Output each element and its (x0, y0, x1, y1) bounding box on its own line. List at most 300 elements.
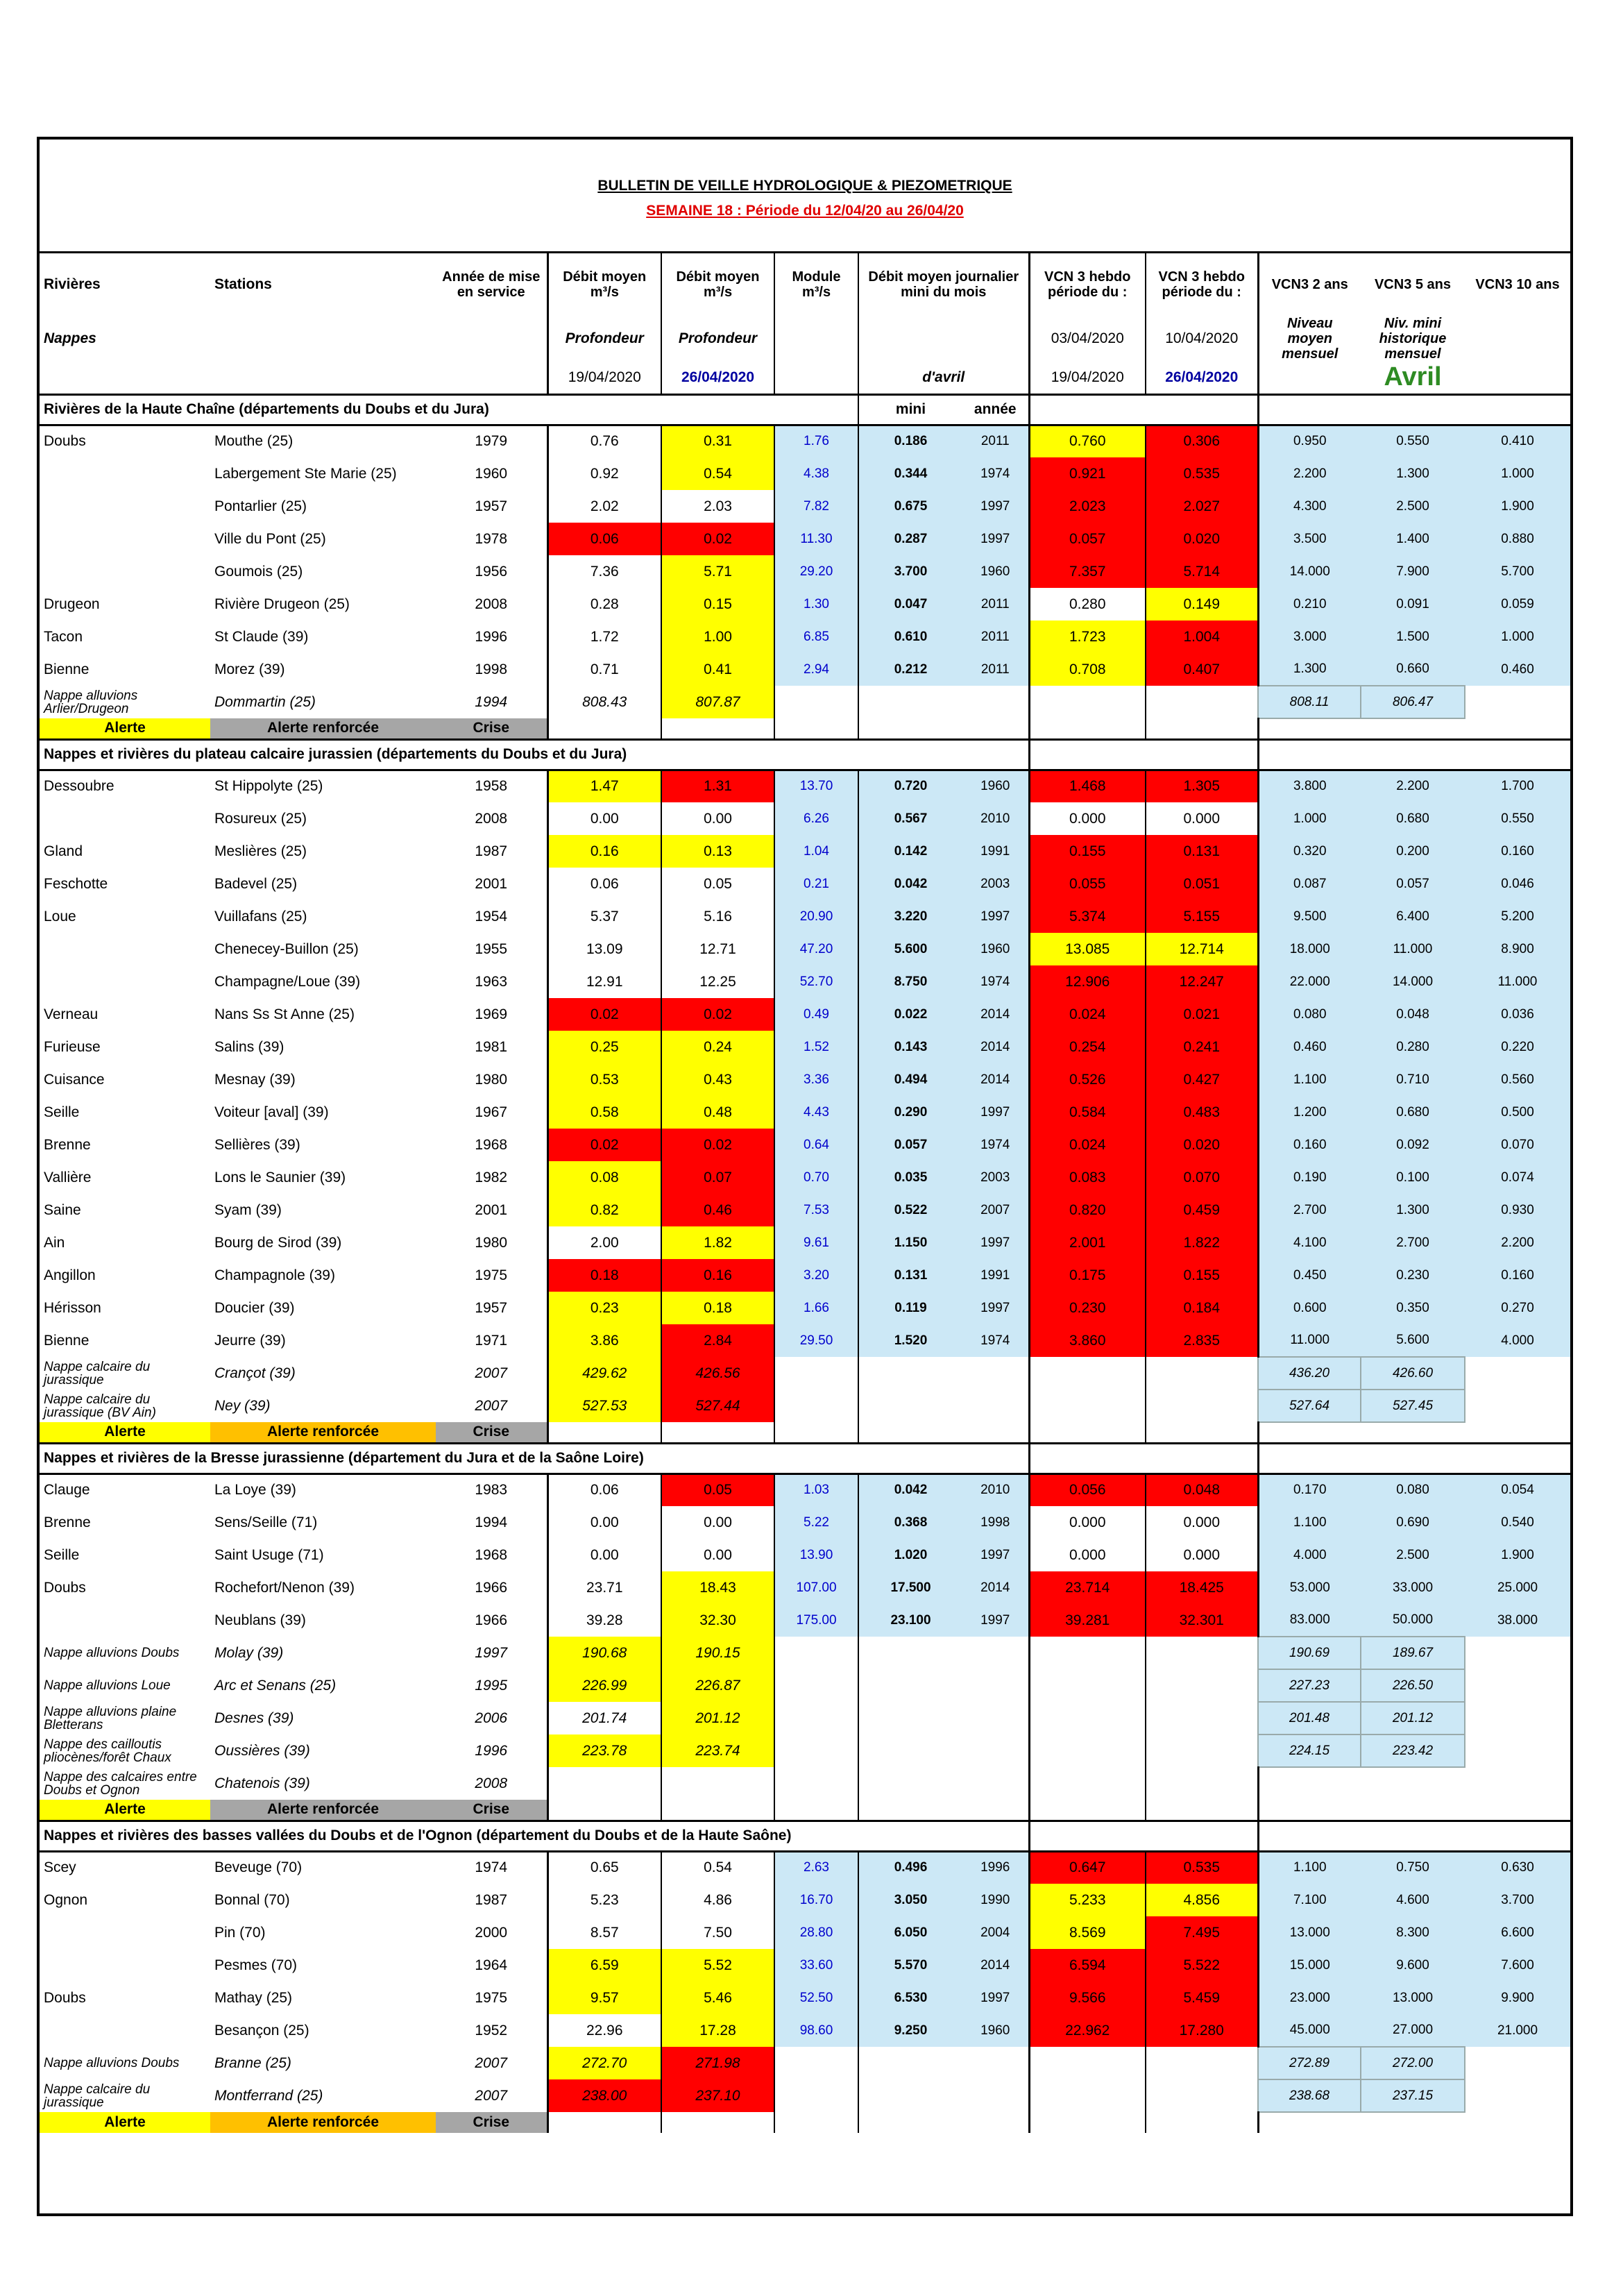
annee-service: 1987 (475, 843, 508, 859)
vcn3-hebdo-1: 0.000 (1029, 1539, 1146, 1571)
empty-cell (858, 718, 1029, 739)
vcn3-10ans: 3.700 (1465, 1884, 1570, 1916)
debit-moyen-1: 0.58 (547, 1096, 661, 1129)
riviere-name (40, 2014, 210, 2047)
section-header (40, 1821, 1570, 1851)
empty-cell (858, 1422, 1029, 1443)
empty-cell (547, 718, 661, 739)
nappe-profondeur-2: 201.12 (661, 1702, 774, 1734)
debit-mini: 9.250 (858, 2014, 962, 2047)
empty-cell (1029, 1821, 1258, 1851)
vcn3-5ans: 2.500 (1361, 490, 1465, 523)
vcn3-5ans: 14.000 (1361, 965, 1465, 998)
debit-moyen-2: 0.43 (661, 1063, 774, 1096)
table-row (40, 1474, 1570, 1506)
nappe-profondeur-1: 272.70 (547, 2047, 661, 2079)
module-value: 52.70 (774, 965, 858, 998)
vcn3-hebdo-2: 0.535 (1146, 457, 1258, 490)
riviere-name (40, 965, 210, 998)
niveau-moyen: 272.89 (1258, 2047, 1361, 2079)
empty-cell (774, 1357, 858, 1390)
debit-mini: 0.287 (858, 523, 962, 555)
empty-cell (858, 1357, 1029, 1390)
debit-mini-annee: 1974 (962, 965, 1029, 998)
section-header (40, 1443, 1570, 1474)
riviere-name: Feschotte (44, 875, 108, 892)
vcn3-hebdo-2: 32.301 (1146, 1604, 1258, 1637)
debit-moyen-1: 5.23 (547, 1884, 661, 1916)
vcn3-5ans: 0.660 (1361, 653, 1465, 686)
vcn3-hebdo-1: 9.566 (1029, 1982, 1146, 2014)
nappe-annee: 2007 (475, 1397, 508, 1414)
vcn3-10ans: 4.000 (1465, 1324, 1570, 1357)
empty-cell (1146, 1669, 1258, 1702)
module-value: 52.50 (774, 1982, 858, 2014)
header-debit-journalier: Débit moyen journalier mini du mois (858, 252, 1029, 316)
vcn3-hebdo-2: 0.407 (1146, 653, 1258, 686)
vcn3-hebdo-2: 5.155 (1146, 900, 1258, 933)
riviere-name: Doubs (44, 1579, 86, 1596)
empty-cell (1029, 1734, 1146, 1767)
station-name: Pesmes (70) (214, 1957, 298, 1973)
debit-mini: 6.530 (858, 1982, 962, 2014)
nappe-station: Branne (25) (214, 2054, 291, 2071)
nappe-station: Ney (39) (214, 1397, 271, 1414)
debit-mini-annee: 2011 (962, 653, 1029, 686)
vcn3-2ans: 4.000 (1258, 1539, 1361, 1571)
empty-cell (1029, 1800, 1146, 1821)
riviere-name: Scey (44, 1859, 76, 1876)
debit-mini: 0.344 (858, 457, 962, 490)
vcn3-2ans: 1.200 (1258, 1096, 1361, 1129)
empty-cell (1258, 362, 1361, 394)
nappe-row (40, 1390, 1570, 1422)
station-name: Morez (39) (214, 661, 285, 677)
debit-mini: 0.610 (858, 621, 962, 653)
niveau-mini-historique: 223.42 (1361, 1734, 1465, 1767)
table-row (40, 1851, 1570, 1884)
annee-service: 2001 (475, 875, 508, 892)
module-value: 0.49 (774, 998, 858, 1031)
station-name: Salins (39) (214, 1038, 284, 1055)
module-value: 28.80 (774, 1916, 858, 1949)
vcn3-10ans: 0.059 (1465, 588, 1570, 621)
riviere-name: Drugeon (44, 596, 100, 612)
legend-alerte-renforcee: Alerte renforcée (210, 1800, 436, 1821)
station-name: Rosureux (25) (214, 810, 307, 827)
debit-mini: 23.100 (858, 1604, 962, 1637)
nappe-profondeur-1: 527.53 (547, 1390, 661, 1422)
nappe-station: Crançot (39) (214, 1365, 296, 1381)
header-date-3: 19/04/2020 (1029, 362, 1146, 394)
module-value: 11.30 (774, 523, 858, 555)
debit-mini: 3.220 (858, 900, 962, 933)
debit-mini-annee: 2014 (962, 1571, 1029, 1604)
empty-cell (40, 362, 210, 394)
niveau-mini-historique: 226.50 (1361, 1669, 1465, 1702)
nappe-name: Nappe alluvions plaine Bletterans (44, 1704, 177, 1732)
station-name: Mathay (25) (214, 1989, 293, 2006)
table-row (40, 457, 1570, 490)
bulletin-sheet (37, 137, 1573, 2216)
empty-cell (774, 718, 858, 739)
table-row (40, 965, 1570, 998)
module-value: 0.21 (774, 868, 858, 900)
debit-mini: 0.675 (858, 490, 962, 523)
empty-cell (1465, 316, 1570, 362)
empty-cell (774, 2079, 858, 2112)
annee-service: 1975 (475, 1989, 508, 2006)
debit-mini: 8.750 (858, 965, 962, 998)
table-row (40, 1604, 1570, 1637)
vcn3-hebdo-1: 8.569 (1029, 1916, 1146, 1949)
empty-cell (1146, 1637, 1258, 1669)
niveau-moyen (1258, 1767, 1361, 1800)
debit-mini: 3.050 (858, 1884, 962, 1916)
table-row (40, 1571, 1570, 1604)
debit-mini: 0.720 (858, 770, 962, 802)
vcn3-hebdo-1: 0.083 (1029, 1161, 1146, 1194)
empty-cell (1029, 2079, 1146, 2112)
vcn3-10ans: 0.630 (1465, 1851, 1570, 1884)
vcn3-hebdo-1: 0.647 (1029, 1851, 1146, 1884)
empty-cell (547, 2112, 661, 2133)
niveau-moyen: 201.48 (1258, 1702, 1361, 1734)
debit-moyen-2: 17.28 (661, 2014, 774, 2047)
riviere-name: Saine (44, 1201, 81, 1218)
vcn3-10ans: 1.900 (1465, 490, 1570, 523)
header-niv-mini: Niv. mini historique mensuel (1379, 316, 1447, 362)
vcn3-hebdo-2: 18.425 (1146, 1571, 1258, 1604)
nappe-row (40, 1669, 1570, 1702)
vcn3-hebdo-1: 0.000 (1029, 1506, 1146, 1539)
annee-service: 1964 (475, 1957, 508, 1973)
debit-mini: 0.290 (858, 1096, 962, 1129)
empty-cell (1146, 1702, 1258, 1734)
niveau-moyen: 190.69 (1258, 1637, 1361, 1669)
debit-moyen-2: 0.15 (661, 588, 774, 621)
vcn3-10ans: 5.200 (1465, 900, 1570, 933)
empty-cell (858, 686, 1029, 718)
table-row (40, 1063, 1570, 1096)
debit-moyen-1: 0.00 (547, 1506, 661, 1539)
debit-moyen-1: 2.02 (547, 490, 661, 523)
vcn3-5ans: 0.680 (1361, 1096, 1465, 1129)
header-rivieres: Rivières (44, 276, 101, 292)
vcn3-5ans: 0.680 (1361, 802, 1465, 835)
module-value: 1.52 (774, 1031, 858, 1063)
nappe-profondeur-1: 808.43 (547, 686, 661, 718)
annee-service: 1979 (475, 433, 508, 450)
annee-service: 1998 (475, 661, 508, 677)
vcn3-hebdo-1: 22.962 (1029, 2014, 1146, 2047)
table-row (40, 653, 1570, 686)
vcn3-hebdo-1: 1.723 (1029, 621, 1146, 653)
vcn3-hebdo-1: 0.280 (1029, 588, 1146, 621)
vcn3-2ans: 3.800 (1258, 770, 1361, 802)
nappe-profondeur-2 (661, 1767, 774, 1800)
annee-service: 1982 (475, 1169, 508, 1185)
bulletin-table (40, 140, 1570, 2133)
empty-cell (774, 1390, 858, 1422)
empty-cell (774, 362, 858, 394)
vcn3-5ans: 33.000 (1361, 1571, 1465, 1604)
vcn3-hebdo-2: 0.535 (1146, 1851, 1258, 1884)
vcn3-hebdo-1: 0.760 (1029, 425, 1146, 457)
empty-cell (858, 1390, 1029, 1422)
vcn3-2ans: 83.000 (1258, 1604, 1361, 1637)
debit-moyen-2: 5.46 (661, 1982, 774, 2014)
annee-service: 1971 (475, 1332, 508, 1349)
header-davril: d'avril (858, 362, 1029, 394)
empty-cell (1465, 1357, 1570, 1390)
riviere-name: Seille (44, 1546, 80, 1563)
nappe-profondeur-2: 807.87 (661, 686, 774, 718)
nappe-profondeur-2: 426.56 (661, 1357, 774, 1390)
vcn3-5ans: 27.000 (1361, 2014, 1465, 2047)
vcn3-hebdo-2: 0.000 (1146, 1506, 1258, 1539)
nappe-station: Montferrand (25) (214, 2087, 323, 2104)
riviere-name: Bienne (44, 661, 90, 677)
vcn3-5ans: 8.300 (1361, 1916, 1465, 1949)
riviere-name (40, 1916, 210, 1949)
table-row (40, 1539, 1570, 1571)
nappe-name: Nappe des calcaires entre Doubs et Ognon (44, 1769, 197, 1798)
debit-mini-annee: 2014 (962, 1031, 1029, 1063)
debit-moyen-1: 0.76 (547, 425, 661, 457)
vcn3-10ans: 0.046 (1465, 868, 1570, 900)
header-periode-2: 10/04/2020 (1146, 316, 1258, 362)
empty-cell (858, 1637, 1029, 1669)
station-name: Mouthe (25) (214, 433, 294, 450)
empty-cell (1146, 1357, 1258, 1390)
empty-cell (1258, 394, 1570, 425)
nappe-profondeur-1: 238.00 (547, 2079, 661, 2112)
nappe-profondeur-1: 429.62 (547, 1357, 661, 1390)
empty-cell (1258, 718, 1570, 739)
module-value: 13.90 (774, 1539, 858, 1571)
riviere-name: Clauge (44, 1482, 90, 1499)
vcn3-10ans: 0.460 (1465, 653, 1570, 686)
vcn3-2ans: 2.700 (1258, 1194, 1361, 1226)
vcn3-2ans: 0.460 (1258, 1031, 1361, 1063)
debit-mini: 6.050 (858, 1916, 962, 1949)
debit-moyen-2: 2.84 (661, 1324, 774, 1357)
table-row (40, 933, 1570, 965)
empty-cell (1465, 1734, 1570, 1767)
vcn3-hebdo-1: 0.820 (1029, 1194, 1146, 1226)
debit-moyen-1: 0.00 (547, 1539, 661, 1571)
nappe-profondeur-2: 271.98 (661, 2047, 774, 2079)
table-row (40, 1096, 1570, 1129)
debit-mini-annee: 2011 (962, 425, 1029, 457)
vcn3-hebdo-1: 13.085 (1029, 933, 1146, 965)
debit-mini-annee: 2003 (962, 868, 1029, 900)
debit-mini-annee: 1997 (962, 523, 1029, 555)
niveau-moyen: 808.11 (1258, 686, 1361, 718)
vcn3-2ans: 0.950 (1258, 425, 1361, 457)
vcn3-10ans: 25.000 (1465, 1571, 1570, 1604)
debit-moyen-2: 0.00 (661, 802, 774, 835)
niveau-mini-historique: 201.12 (1361, 1702, 1465, 1734)
debit-moyen-2: 0.16 (661, 1259, 774, 1292)
vcn3-5ans: 0.230 (1361, 1259, 1465, 1292)
station-name: Bonnal (70) (214, 1891, 290, 1908)
debit-mini-annee: 1997 (962, 900, 1029, 933)
vcn3-5ans: 1.300 (1361, 457, 1465, 490)
riviere-name: Cuisance (44, 1071, 105, 1088)
vcn3-2ans: 53.000 (1258, 1571, 1361, 1604)
vcn3-hebdo-2: 0.149 (1146, 588, 1258, 621)
debit-mini-annee: 1960 (962, 555, 1029, 588)
vcn3-hebdo-2: 1.004 (1146, 621, 1258, 653)
vcn3-2ans: 0.087 (1258, 868, 1361, 900)
empty-cell (858, 2079, 1029, 2112)
riviere-name: Furieuse (44, 1038, 101, 1055)
riviere-name: Ognon (44, 1891, 88, 1908)
module-value: 7.82 (774, 490, 858, 523)
niveau-moyen: 227.23 (1258, 1669, 1361, 1702)
riviere-name: Gland (44, 843, 83, 859)
table-row (40, 998, 1570, 1031)
vcn3-hebdo-2: 0.000 (1146, 802, 1258, 835)
vcn3-5ans: 0.057 (1361, 868, 1465, 900)
empty-cell (858, 1800, 1029, 1821)
annee-service: 1957 (475, 1299, 508, 1316)
vcn3-hebdo-1: 0.024 (1029, 1129, 1146, 1161)
debit-moyen-1: 7.36 (547, 555, 661, 588)
debit-moyen-2: 5.71 (661, 555, 774, 588)
riviere-name: Angillon (44, 1267, 96, 1283)
annee-service: 1994 (475, 1514, 508, 1530)
vcn3-5ans: 6.400 (1361, 900, 1465, 933)
annee-service: 1963 (475, 973, 508, 990)
station-name: Ville du Pont (25) (214, 530, 326, 547)
debit-moyen-2: 0.48 (661, 1096, 774, 1129)
header-vcn3-2ans: VCN3 2 ans (1258, 252, 1361, 316)
debit-moyen-1: 9.57 (547, 1982, 661, 2014)
empty-cell (1258, 1821, 1570, 1851)
niveau-mini-historique (1361, 1767, 1465, 1800)
nappe-row (40, 1637, 1570, 1669)
legend-row (40, 1800, 1570, 1821)
riviere-name: Brenne (44, 1514, 91, 1530)
vcn3-hebdo-2: 0.051 (1146, 868, 1258, 900)
debit-mini-annee: 1991 (962, 1259, 1029, 1292)
module-value: 4.38 (774, 457, 858, 490)
debit-moyen-1: 39.28 (547, 1604, 661, 1637)
debit-mini: 0.494 (858, 1063, 962, 1096)
empty-cell (1465, 1637, 1570, 1669)
debit-mini-annee: 1960 (962, 933, 1029, 965)
station-name: Meslières (25) (214, 843, 307, 859)
nappe-profondeur-2: 226.87 (661, 1669, 774, 1702)
debit-moyen-2: 0.02 (661, 523, 774, 555)
annee-service: 2008 (475, 596, 508, 612)
nappe-name: Nappe des cailloutis pliocènes/forêt Chaux (44, 1737, 171, 1765)
debit-mini: 0.567 (858, 802, 962, 835)
debit-moyen-2: 0.13 (661, 835, 774, 868)
empty-cell (1465, 686, 1570, 718)
riviere-name: Doubs (44, 1989, 86, 2006)
vcn3-10ans: 11.000 (1465, 965, 1570, 998)
table-row (40, 1324, 1570, 1357)
station-name: Vuillafans (25) (214, 908, 307, 925)
table-row (40, 588, 1570, 621)
empty-cell (774, 1669, 858, 1702)
table-row (40, 621, 1570, 653)
station-name: St Claude (39) (214, 628, 309, 645)
vcn3-hebdo-1: 0.230 (1029, 1292, 1146, 1324)
vcn3-5ans: 1.400 (1361, 523, 1465, 555)
vcn3-10ans: 0.410 (1465, 425, 1570, 457)
vcn3-5ans: 50.000 (1361, 1604, 1465, 1637)
table-row (40, 1031, 1570, 1063)
empty-cell (436, 316, 547, 362)
station-name: Chenecey-Buillon (25) (214, 940, 359, 957)
vcn3-2ans: 0.190 (1258, 1161, 1361, 1194)
vcn3-5ans: 0.200 (1361, 835, 1465, 868)
station-name: Saint Usuge (71) (214, 1546, 324, 1563)
debit-mini-annee: 2014 (962, 998, 1029, 1031)
vcn3-2ans: 2.200 (1258, 457, 1361, 490)
vcn3-10ans: 0.880 (1465, 523, 1570, 555)
nappe-profondeur-2: 190.15 (661, 1637, 774, 1669)
module-value: 175.00 (774, 1604, 858, 1637)
vcn3-5ans: 5.600 (1361, 1324, 1465, 1357)
nappe-row (40, 2047, 1570, 2079)
empty-cell (1029, 2112, 1146, 2133)
debit-moyen-1: 1.47 (547, 770, 661, 802)
legend-alerte-renforcee: Alerte renforcée (210, 718, 436, 739)
table-row (40, 2014, 1570, 2047)
vcn3-hebdo-2: 1.305 (1146, 770, 1258, 802)
vcn3-hebdo-2: 7.495 (1146, 1916, 1258, 1949)
debit-mini-annee: 1997 (962, 1096, 1029, 1129)
riviere-name (40, 555, 210, 588)
debit-moyen-2: 12.25 (661, 965, 774, 998)
annee-service: 1996 (475, 628, 508, 645)
empty-cell (1465, 1767, 1570, 1800)
vcn3-hebdo-2: 4.856 (1146, 1884, 1258, 1916)
vcn3-hebdo-2: 0.048 (1146, 1474, 1258, 1506)
debit-mini: 0.212 (858, 653, 962, 686)
debit-mini: 0.368 (858, 1506, 962, 1539)
vcn3-hebdo-2: 5.522 (1146, 1949, 1258, 1982)
vcn3-hebdo-2: 0.483 (1146, 1096, 1258, 1129)
vcn3-hebdo-2: 0.306 (1146, 425, 1258, 457)
legend-row (40, 2112, 1570, 2133)
empty-cell (1465, 2047, 1570, 2079)
station-name: Sellières (39) (214, 1136, 300, 1153)
debit-mini: 5.600 (858, 933, 962, 965)
vcn3-2ans: 18.000 (1258, 933, 1361, 965)
table-row (40, 1916, 1570, 1949)
empty-cell (1146, 1390, 1258, 1422)
annee-service: 1967 (475, 1104, 508, 1120)
vcn3-hebdo-1: 39.281 (1029, 1604, 1146, 1637)
nappe-profondeur-1 (547, 1767, 661, 1800)
vcn3-10ans: 6.600 (1465, 1916, 1570, 1949)
vcn3-hebdo-1: 0.254 (1029, 1031, 1146, 1063)
vcn3-5ans: 0.080 (1361, 1474, 1465, 1506)
legend-crise: Crise (436, 2112, 547, 2133)
debit-moyen-2: 0.02 (661, 998, 774, 1031)
nappe-profondeur-1: 226.99 (547, 1669, 661, 1702)
nappe-station: Oussières (39) (214, 1742, 310, 1759)
debit-moyen-1: 1.72 (547, 621, 661, 653)
station-name: Beveuge (70) (214, 1859, 303, 1876)
